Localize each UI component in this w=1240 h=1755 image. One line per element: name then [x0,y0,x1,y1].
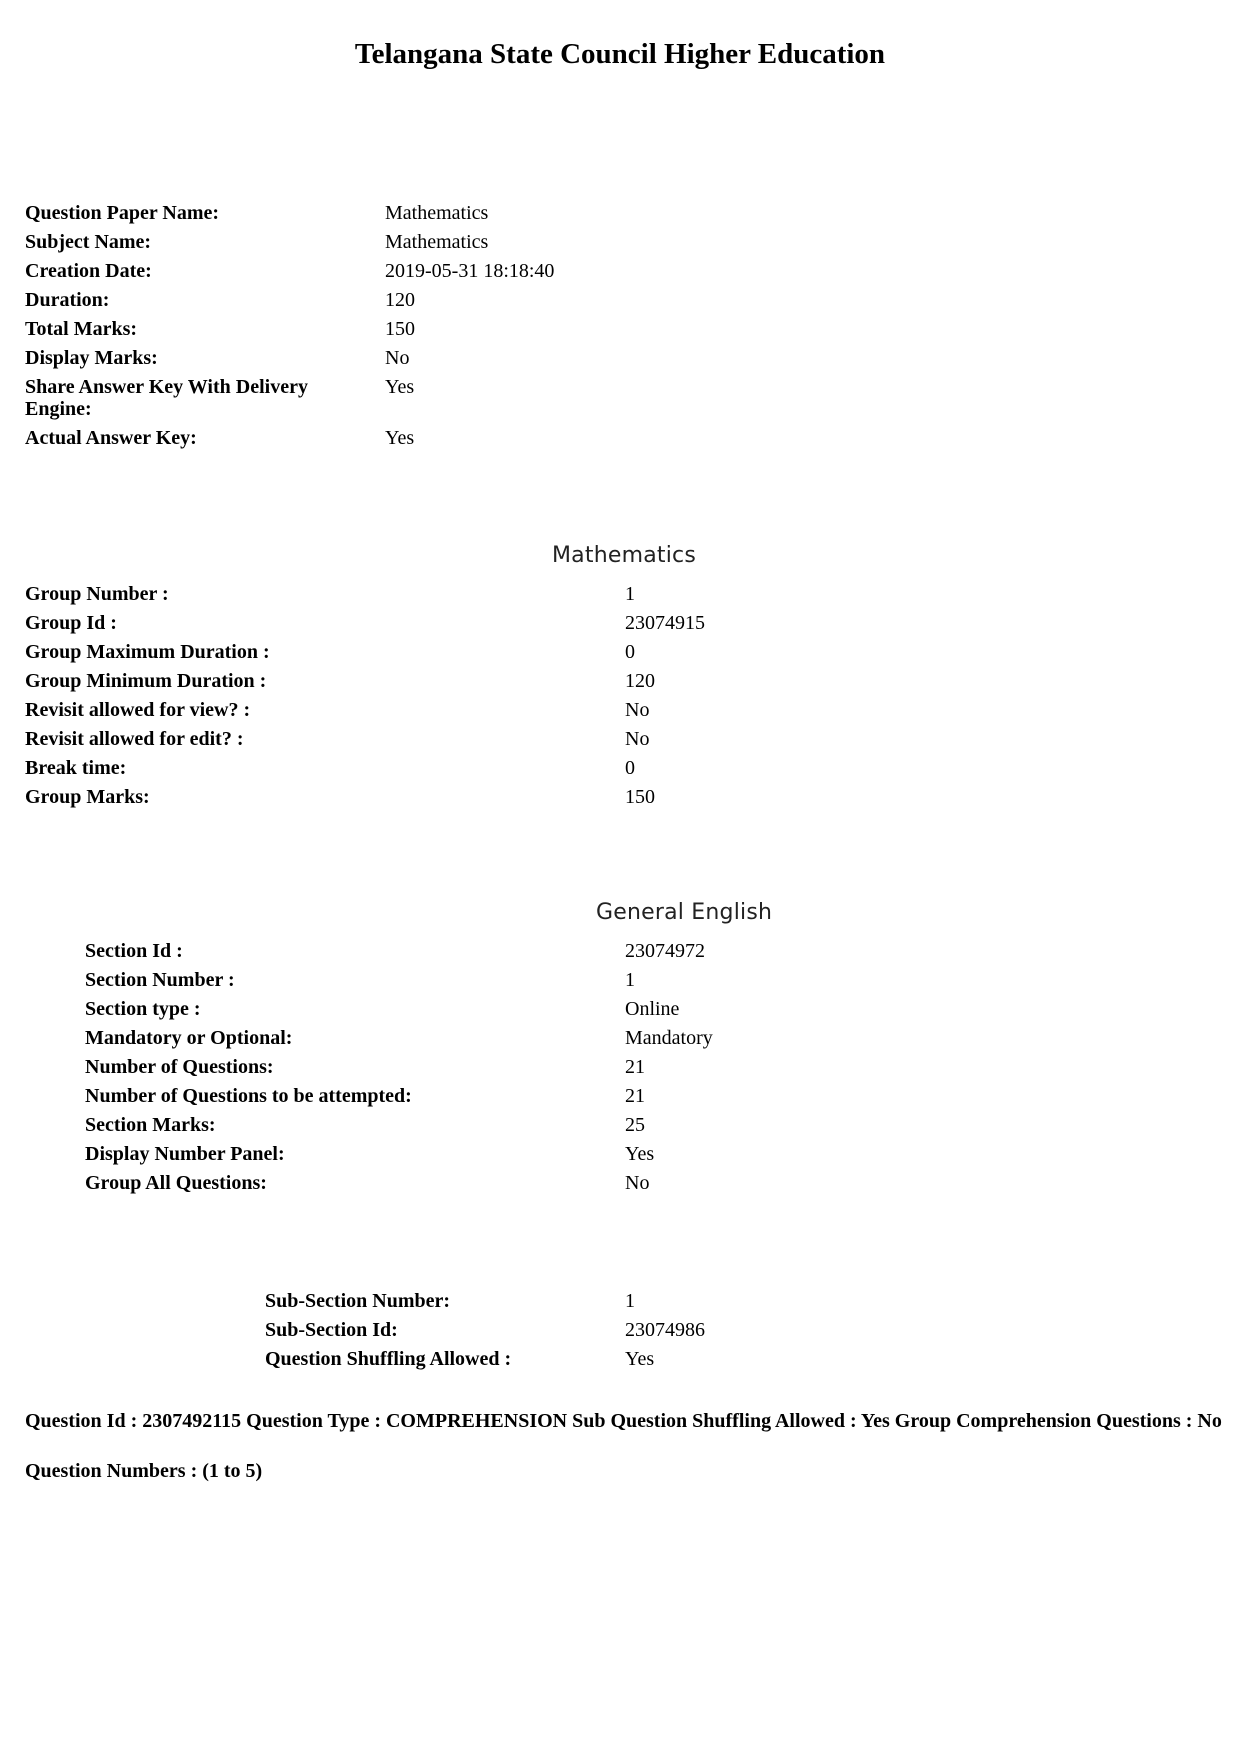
field-value: No [385,347,410,369]
field-label: Section Id : [85,940,183,962]
field-label: Group Number : [25,583,169,605]
field-value: 0 [625,757,635,779]
field-value: 1 [625,583,635,605]
field-value: 120 [625,670,655,692]
field-value: Mandatory [625,1027,713,1049]
field-label: Actual Answer Key: [25,427,197,449]
field-value: Online [625,998,680,1020]
field-value: 25 [625,1114,645,1136]
field-value: Mathematics [385,231,489,253]
field-value: Yes [385,376,415,398]
field-label: Break time: [25,757,127,779]
field-label: Section Number : [85,969,235,991]
field-value: 23074915 [625,612,705,634]
field-value: 0 [625,641,635,663]
field-label: Creation Date: [25,260,152,282]
field-label: Group Id : [25,612,117,634]
field-label: Question Shuffling Allowed : [265,1348,512,1370]
field-label: Group All Questions: [85,1172,267,1194]
field-label: Duration: [25,289,110,311]
field-label: Number of Questions to be attempted: [85,1085,412,1107]
field-label: Subject Name: [25,231,152,253]
field-label: Group Marks: [25,786,150,808]
group-heading: Mathematics [552,543,696,568]
field-value: 23074972 [625,940,705,962]
field-label: Group Maximum Duration : [25,641,270,663]
field-value: Mathematics [385,202,489,224]
field-value: 23074986 [625,1319,705,1341]
field-label: Share Answer Key With Delivery Engine: [25,376,308,420]
field-value: Yes [625,1348,655,1370]
question-info: Question Id : 2307492115 Question Type : COMPREHENSION Sub Question Shuffling Allowed : Yes Group Comprehension Questions : No [25,1410,1222,1432]
field-label: Revisit allowed for edit? : [25,728,244,750]
field-value: Yes [385,427,415,449]
section-heading: General English [596,900,773,925]
field-label: Number of Questions: [85,1056,274,1078]
field-label: Group Minimum Duration : [25,670,267,692]
field-label: Section type : [85,998,201,1020]
field-label: Sub-Section Id: [265,1319,398,1341]
field-value: 150 [625,786,655,808]
field-label: Sub-Section Number: [265,1290,451,1312]
field-value: No [625,699,650,721]
field-value: 21 [625,1056,645,1078]
field-value: 120 [385,289,415,311]
field-label: Display Number Panel: [85,1143,285,1165]
field-label: Total Marks: [25,318,138,340]
field-label: Revisit allowed for view? : [25,699,251,721]
field-value: No [625,1172,650,1194]
field-value: 2019-05-31 18:18:40 [385,260,555,282]
field-value: Yes [625,1143,655,1165]
field-label: Section Marks: [85,1114,216,1136]
field-value: 1 [625,1290,635,1312]
field-label: Question Paper Name: [25,202,220,224]
field-value: 1 [625,969,635,991]
question-numbers: Question Numbers : (1 to 5) [25,1460,263,1482]
field-label: Mandatory or Optional: [85,1027,293,1049]
field-label: Display Marks: [25,347,158,369]
field-value: No [625,728,650,750]
field-value: 150 [385,318,415,340]
document-title: Telangana State Council Higher Education [354,38,886,70]
field-value: 21 [625,1085,645,1107]
